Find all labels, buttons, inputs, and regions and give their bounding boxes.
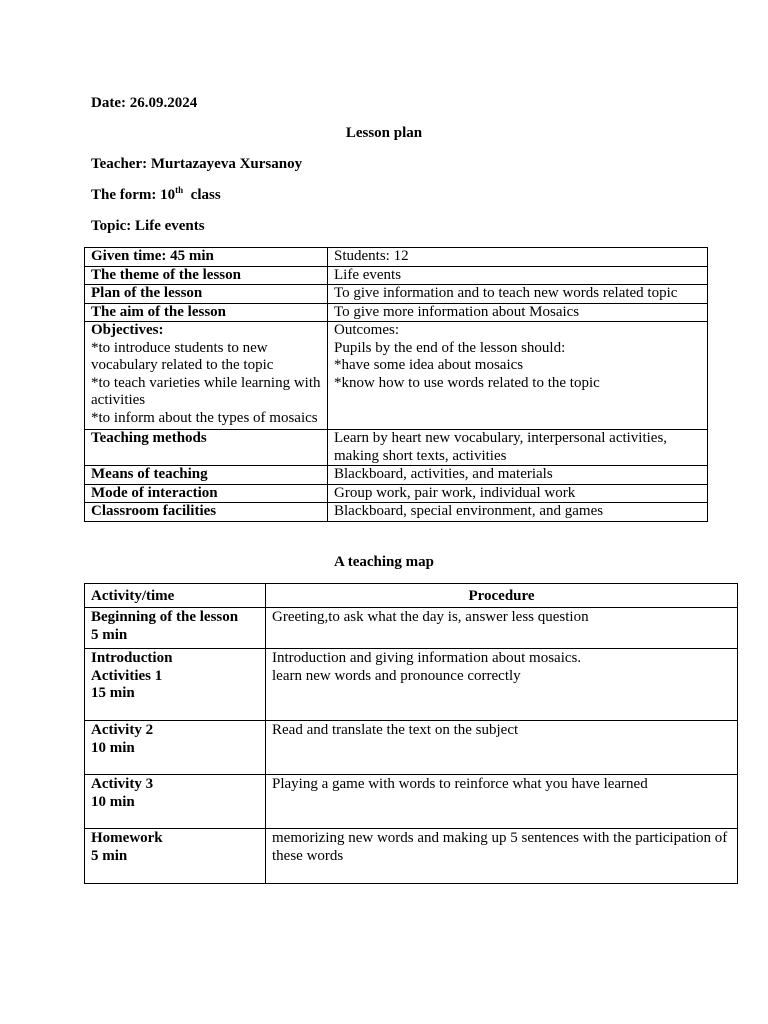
table-row bbox=[85, 322, 708, 430]
outcome-item: Pupils by the end of the lesson should: bbox=[334, 339, 566, 356]
table-row bbox=[85, 721, 738, 775]
activity-name: Activity 2 bbox=[91, 722, 154, 738]
outcomes-heading: Outcomes: bbox=[334, 322, 399, 338]
teacher-name: Teacher: Murtazayeva Xursanoy bbox=[91, 156, 303, 172]
table-row bbox=[85, 466, 708, 485]
activity-name: Homework bbox=[91, 830, 163, 846]
activity-time: 10 min bbox=[91, 739, 135, 756]
table-row bbox=[85, 285, 708, 304]
activity-name: Beginning of the lesson bbox=[91, 609, 239, 625]
info-value: Blackboard, special environment, and games bbox=[328, 503, 708, 522]
procedure-line: learn new words and pronounce correctly bbox=[272, 667, 521, 684]
objective-item: *to teach varieties while learning with activities bbox=[91, 374, 321, 408]
outcome-item: *have some idea about mosaics bbox=[334, 357, 524, 373]
table-header-row bbox=[85, 584, 738, 608]
info-key: Teaching methods bbox=[85, 430, 328, 466]
activity-cell bbox=[85, 829, 266, 884]
info-key: Given time: 45 min bbox=[85, 248, 328, 267]
activity-name-line2: Activities 1 bbox=[91, 667, 163, 684]
info-value: Students: 12 bbox=[328, 248, 708, 267]
lesson-date: Date: 26.09.2024 bbox=[91, 95, 198, 111]
activity-time: 5 min bbox=[91, 847, 128, 864]
teaching-map-title: A teaching map bbox=[333, 554, 434, 570]
activity-name: Activity 3 bbox=[91, 776, 154, 792]
info-value: To give more information about Mosaics bbox=[328, 303, 708, 322]
info-value: To give information and to teach new words related topic bbox=[328, 285, 708, 304]
lesson-info-table bbox=[84, 247, 708, 522]
table-row bbox=[85, 775, 738, 829]
table-row bbox=[85, 829, 738, 884]
activity-time: 15 min bbox=[91, 685, 135, 701]
procedure-cell bbox=[266, 649, 738, 721]
table-row bbox=[85, 303, 708, 322]
activity-time: 5 min bbox=[91, 626, 128, 643]
info-key: Mode of interaction bbox=[85, 484, 328, 503]
info-value: Blackboard, activities, and materials bbox=[328, 466, 708, 485]
outcomes-cell bbox=[328, 322, 708, 430]
column-header-activity: Activity/time bbox=[85, 584, 266, 608]
procedure-cell: Playing a game with words to reinforce what you have learned bbox=[266, 775, 738, 829]
activity-cell bbox=[85, 721, 266, 775]
objective-item: *to inform about the types of mosaics bbox=[91, 409, 318, 426]
info-key: Means of teaching bbox=[85, 466, 328, 485]
info-key: Classroom facilities bbox=[85, 503, 328, 522]
lesson-topic: Topic: Life events bbox=[91, 218, 205, 234]
info-key: The aim of the lesson bbox=[85, 303, 328, 322]
procedure-cell: memorizing new words and making up 5 sentences with the participation of these words bbox=[266, 829, 738, 884]
table-row bbox=[85, 484, 708, 503]
table-row bbox=[85, 248, 708, 267]
class-form-sup: th bbox=[175, 185, 184, 195]
document-title: Lesson plan bbox=[345, 125, 423, 141]
info-value: Learn by heart new vocabulary, interpersonal activities, making short texts, activities bbox=[328, 430, 708, 466]
activity-time: 10 min bbox=[91, 793, 135, 810]
activity-cell bbox=[85, 608, 266, 649]
activity-name: Introduction bbox=[91, 650, 173, 666]
class-form-prefix: The form: 10 bbox=[91, 187, 176, 203]
table-row bbox=[85, 266, 708, 285]
procedure-cell: Greeting,to ask what the day is, answer less question bbox=[266, 608, 738, 649]
class-form-suffix: class bbox=[183, 187, 221, 203]
table-row bbox=[85, 608, 738, 649]
table-row bbox=[85, 503, 708, 522]
info-value: Group work, pair work, individual work bbox=[328, 484, 708, 503]
class-form bbox=[91, 186, 221, 204]
teaching-map-table bbox=[84, 583, 738, 884]
info-key: Plan of the lesson bbox=[85, 285, 328, 304]
table-row bbox=[85, 430, 708, 466]
objectives-cell bbox=[85, 322, 328, 430]
outcome-item: *know how to use words related to the topic bbox=[334, 374, 600, 391]
objectives-heading: Objectives: bbox=[91, 322, 164, 338]
info-value: Life events bbox=[328, 266, 708, 285]
objective-item: *to introduce students to new vocabulary related to the topic bbox=[91, 339, 274, 373]
info-key: The theme of the lesson bbox=[85, 266, 328, 285]
procedure-line: Introduction and giving information about mosaics. bbox=[272, 650, 582, 666]
activity-cell bbox=[85, 649, 266, 721]
procedure-cell: Read and translate the text on the subject bbox=[266, 721, 738, 775]
table-row bbox=[85, 649, 738, 721]
column-header-procedure: Procedure bbox=[266, 584, 738, 608]
activity-cell bbox=[85, 775, 266, 829]
